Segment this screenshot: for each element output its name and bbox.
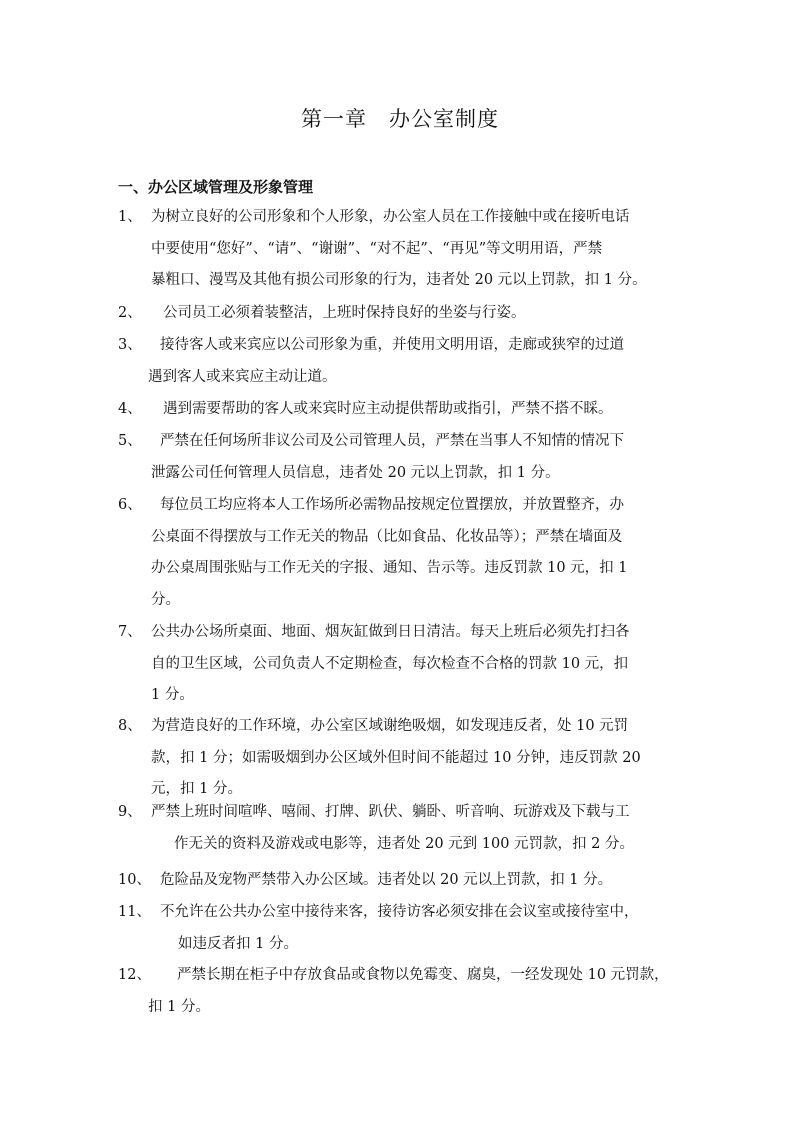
rule-text-line: 为营造良好的工作环境，办公室区域谢绝吸烟，如发现违反者，处 10 元罚 — [151, 718, 629, 734]
rule-item — [0, 900, 800, 963]
rule-text-line: 每位员工均应将本人工作场所必需物品按规定位置摆放，并放置整齐，办 — [160, 497, 624, 513]
rule-number: 1、 — [118, 209, 142, 225]
rule-item — [0, 397, 800, 429]
rule-text-line: 暴粗口、漫骂及其他有损公司形象的行为，违者处 20 元以上罚款，扣 1 分。 — [151, 272, 647, 288]
rule-text-line: 严禁上班时间喧哗、嘻闹、打牌、趴伏、躺卧、听音响、玩游戏及下载与工 — [151, 804, 630, 820]
rule-item — [0, 620, 800, 715]
rule-number: 8、 — [118, 718, 142, 734]
rule-text-line: 自的卫生区域，公司负责人不定期检查，每次检查不合格的罚款 10 元，扣 — [151, 655, 629, 672]
rule-text-line: 办公桌周围张贴与工作无关的字报、通知、告示等。违反罚款 10 元，扣 1 — [151, 560, 628, 576]
rule-text-line: 不允许在公共办公室中接待来客，接待访客必须安排在会议室或接待室中， — [160, 904, 639, 920]
rule-text-line: 严禁在任何场所非议公司及公司管理人员，严禁在当事人不知情的情况下 — [160, 433, 624, 449]
chapter-title: 第一章 办公室制度 — [301, 107, 499, 131]
rule-item — [0, 493, 800, 619]
rule-item — [0, 714, 800, 809]
rule-item — [0, 205, 800, 300]
rule-number: 5、 — [118, 433, 142, 449]
rule-item — [0, 301, 800, 333]
rule-text-line: 严禁长期在柜子中存放食品或食物以免霉变、腐臭，一经发现处 10 元罚款， — [177, 967, 669, 983]
rule-item — [0, 333, 800, 396]
rule-text-line: 元，扣 1 分。 — [151, 781, 242, 797]
rule-text-line: 危险品及宠物严禁带入办公区域。违者处以 20 元以上罚款，扣 1 分。 — [160, 872, 613, 888]
rule-text-line: 扣 1 分。 — [148, 998, 210, 1015]
rule-text-line: 1 分。 — [151, 687, 194, 703]
rule-text-line: 泄露公司任何管理人员信息，违者处 20 元以上罚款，扣 1 分。 — [151, 464, 560, 481]
rule-item — [0, 963, 800, 1026]
rule-text-line: 款，扣 1 分；如需吸烟到办公区域外但时间不能超过 10 分钟，违反罚款 20 — [151, 749, 641, 766]
rule-number: 9、 — [118, 804, 142, 820]
rule-text-line: 公共办公场所桌面、地面、烟灰缸做到日日清洁。每天上班后必须先打扫各 — [151, 624, 630, 640]
rule-number: 11、 — [118, 904, 151, 920]
rule-text-line: 为树立良好的公司形象和个人形象，办公室人员在工作接触中或在接听电话 — [151, 209, 630, 225]
rule-number: 3、 — [118, 337, 142, 353]
rule-number: 2、 — [118, 305, 142, 321]
rule-text-line: 分。 — [151, 591, 180, 608]
rule-text-line: 中要使用“您好”、“请”、“谢谢”、“对不起”、“再见”等文明用语，严禁 — [151, 240, 603, 257]
rule-text-line: 遇到客人或来宾应主动让道。 — [148, 368, 337, 385]
rule-number: 6、 — [118, 497, 142, 513]
rule-item — [0, 429, 800, 492]
rule-text-line: 作无关的资料及游戏或电影等，违者处 20 元到 100 元罚款，扣 2 分。 — [174, 835, 635, 852]
rule-text-line: 公司员工必须着装整洁，上班时保持良好的坐姿与行姿。 — [163, 305, 526, 321]
rule-number: 10、 — [118, 872, 151, 888]
rule-number: 7、 — [118, 624, 142, 640]
rule-item — [0, 800, 800, 863]
rule-number: 4、 — [118, 401, 142, 417]
rule-text-line: 遇到需要帮助的客人或来宾时应主动提供帮助或指引，严禁不搭不睬。 — [163, 401, 613, 417]
rule-number: 12、 — [118, 967, 151, 983]
rule-text-line: 接待客人或来宾应以公司形象为重，并使用文明用语，走廊或狭窄的过道 — [160, 337, 624, 353]
rule-item — [0, 868, 800, 900]
rule-text-line: 公桌面不得摆放与工作无关的物品（比如食品、化妆品等）；严禁在墙面及 — [151, 528, 623, 545]
rule-text-line: 如违反者扣 1 分。 — [178, 935, 298, 952]
section-heading: 一、办公区域管理及形象管理 — [118, 178, 314, 196]
